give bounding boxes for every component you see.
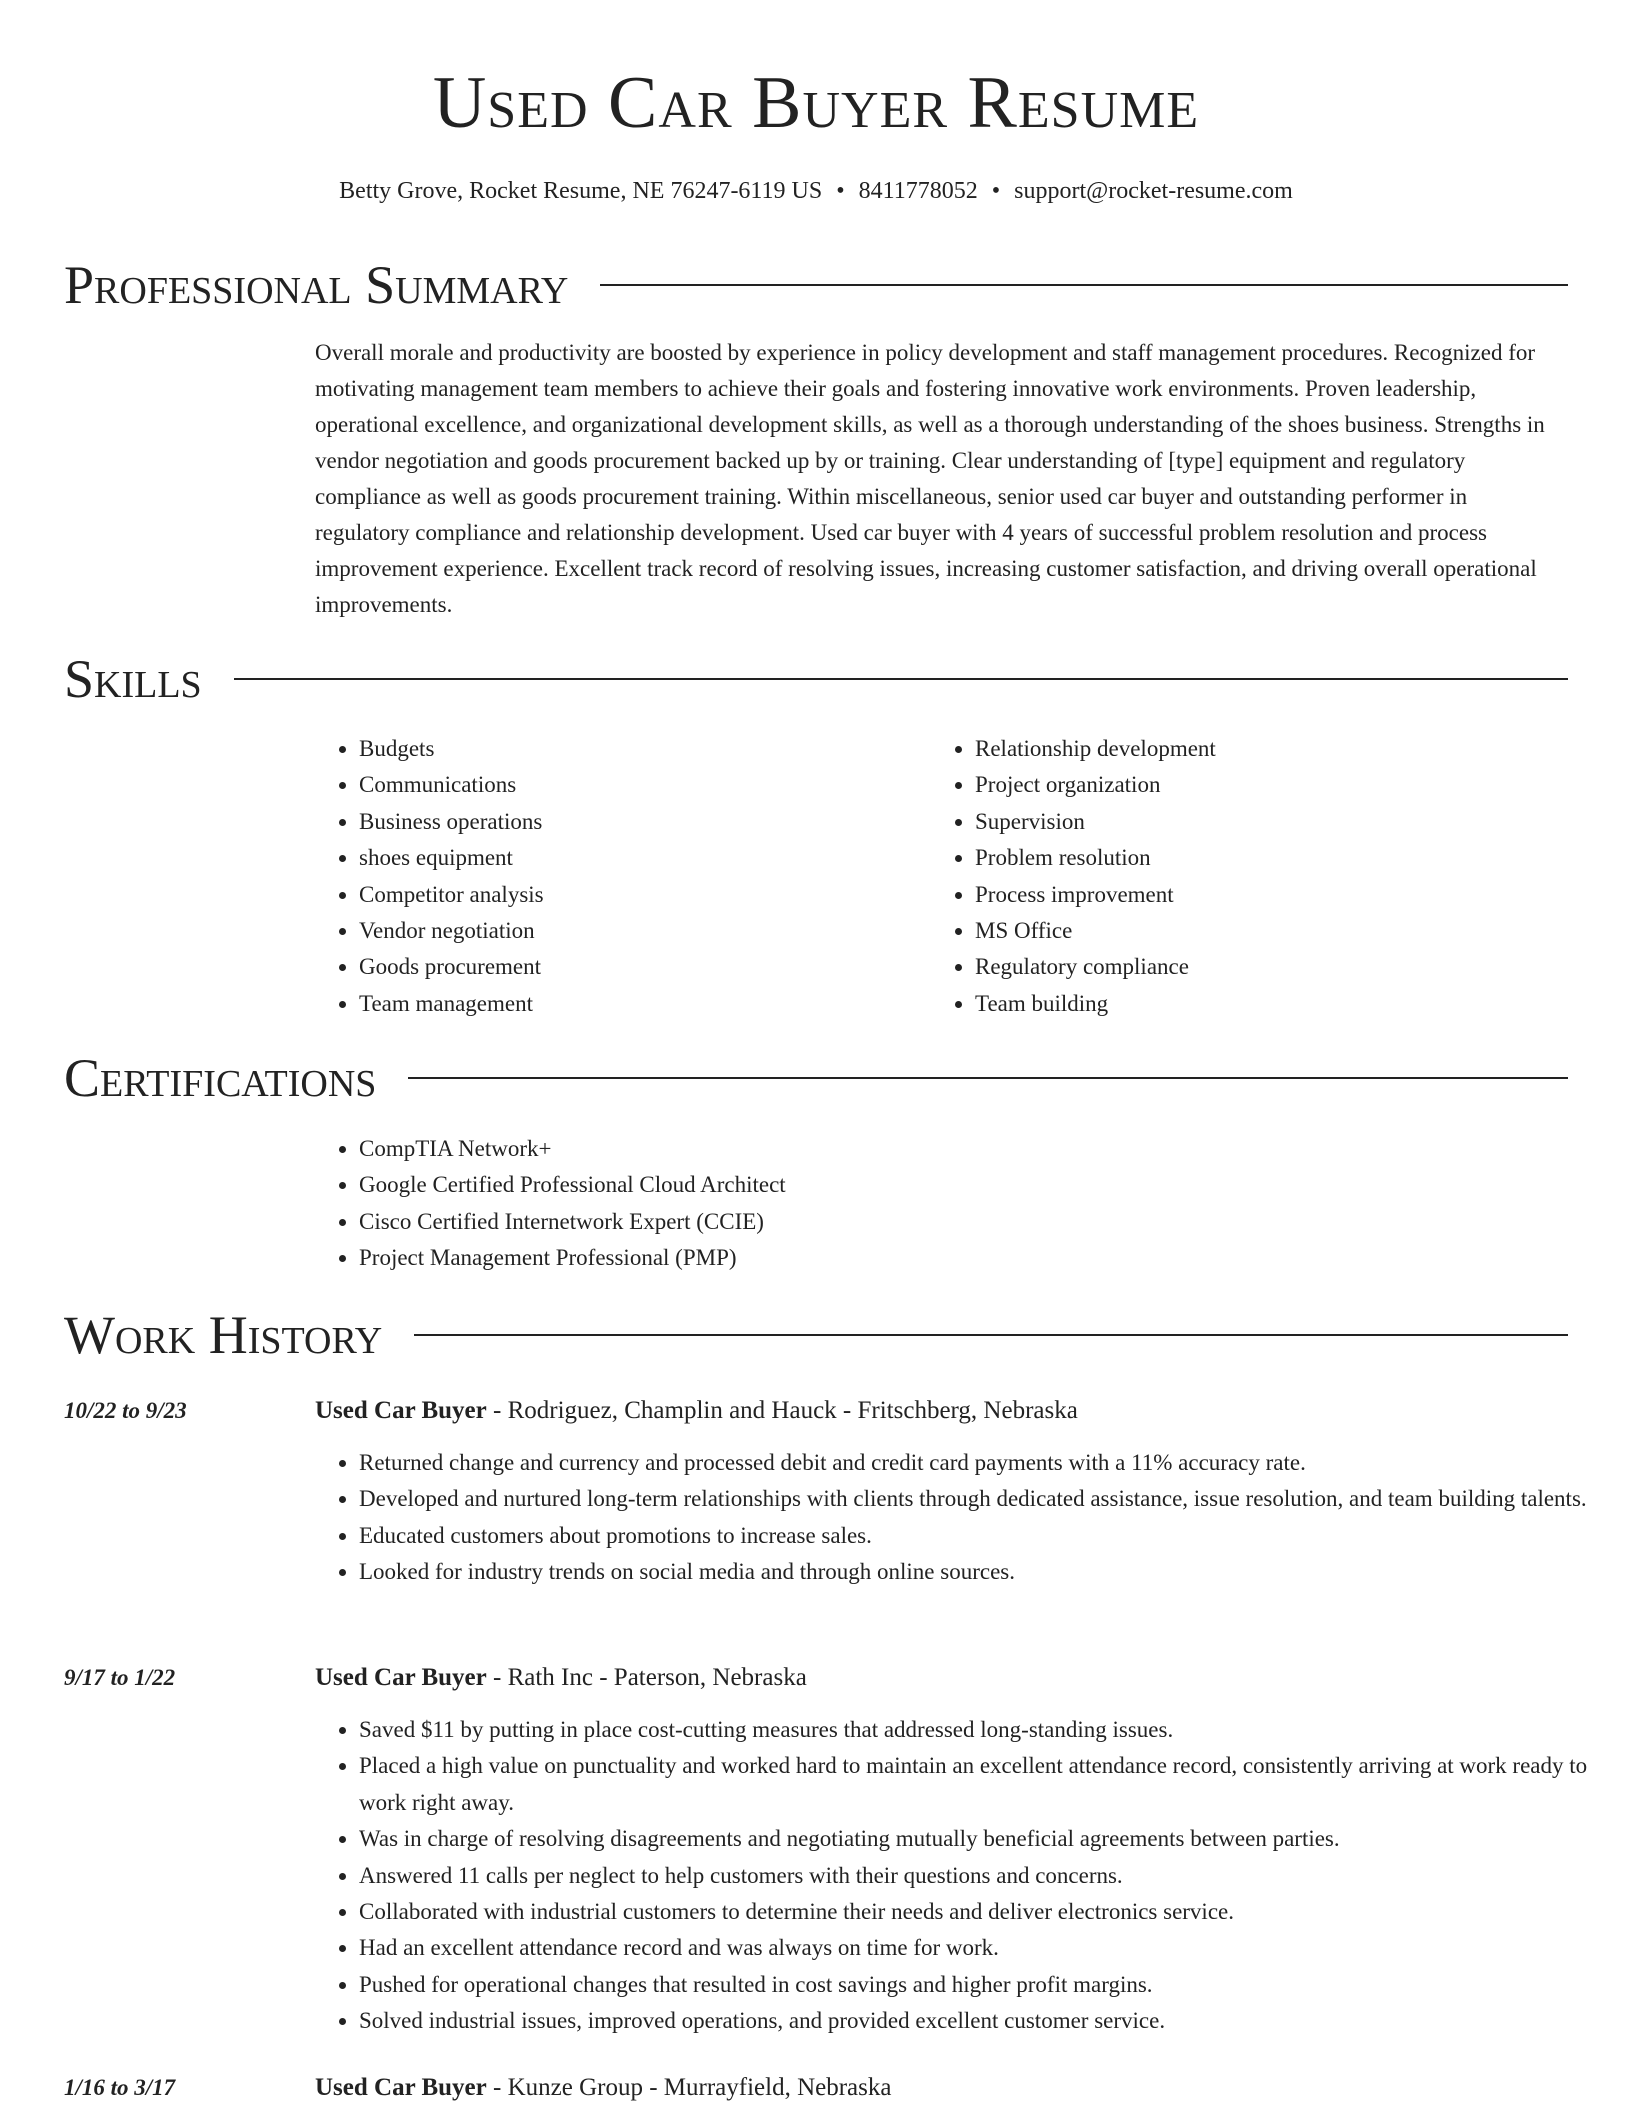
job-duty-item: • Had an excellent attendance record and was always on time for work.	[359, 1930, 1609, 1966]
job-duty-item: • Developed and nurtured long-term relationships with clients through dedicated assistance, issue resolution, and team building talents.	[359, 1481, 1609, 1517]
certifications-heading	[64, 1046, 1568, 1110]
job-duty-item: • Looked for industry trends on social media and through online sources.	[359, 1554, 1609, 1590]
job-title: Used Car Buyer	[315, 1397, 487, 1424]
section-divider	[414, 1334, 1568, 1336]
skills-heading-label: Skills	[64, 649, 202, 709]
job-employer-location: - Rodriguez, Champlin and Hauck - Fritschberg, Nebraska	[486, 1397, 1078, 1424]
job-employer-location: - Kunze Group - Murrayfield, Nebraska	[486, 2074, 892, 2101]
skill-item: • Budgets	[359, 731, 919, 767]
skills-list-left	[315, 731, 919, 1022]
job-duties-list	[315, 1445, 1609, 1591]
job-duty-item: • Placed a high value on punctuality and worked hard to maintain an excellent attendance record, consistently arriving at work ready to work right away.	[359, 1748, 1609, 1821]
contact-separator: •	[991, 178, 1001, 204]
section-divider	[600, 284, 1568, 286]
contact-address: Betty Grove, Rocket Resume, NE 76247-6119 US	[339, 178, 823, 204]
skill-item: • Team building	[975, 986, 1595, 1022]
certification-item: • Google Certified Professional Cloud Architect	[359, 1167, 1609, 1203]
certifications-list	[315, 1131, 1609, 1277]
job-duties-list	[315, 1712, 1609, 2040]
job-header	[315, 2070, 1565, 2106]
contact-separator: •	[836, 178, 845, 204]
skill-item: • Competitor analysis	[359, 877, 919, 913]
summary-text: Overall morale and productivity are boosted by experience in policy development and staff management procedures. Recognized for motivating management team members to achieve their goals and fostering innovative work environments. Proven leadership, operational excellence, and organizational development skills, as well as a thorough understanding of the shoes business. Strengths in vendor negotiation and goods procurement backed up by or training. Clear understanding of [type] equipment and regulatory compliance as well as goods procurement training. Within miscellaneous, senior used car buyer and outstanding performer in regulatory compliance and relationship development. Used car buyer with 4 years of successful problem resolution and process improvement experience. Excellent track record of resolving issues, increasing customer satisfaction, and driving overall operational improvements.	[315, 340, 1545, 617]
job-duty-item: • Was in charge of resolving disagreements and negotiating mutually beneficial agreements between parties.	[359, 1821, 1609, 1857]
work-history-heading-label: Work History	[64, 1305, 383, 1365]
job-dates: 10/22 to 9/23	[64, 1398, 187, 1423]
job-duty-item: • Saved $11 by putting in place cost-cutting measures that addressed long-standing issues.	[359, 1712, 1609, 1748]
certification-item: • Cisco Certified Internetwork Expert (CCIE)	[359, 1204, 1609, 1240]
skill-item: • Problem resolution	[975, 840, 1595, 876]
job-title: Used Car Buyer	[315, 1664, 487, 1691]
job-duty-item: • Collaborated with industrial customers to determine their needs and deliver electronics service.	[359, 1894, 1609, 1930]
skill-item: • Relationship development	[975, 731, 1595, 767]
summary-heading	[64, 253, 1568, 317]
contact-line	[0, 174, 1632, 208]
skill-item: • Team management	[359, 986, 919, 1022]
job-dates: 1/16 to 3/17	[64, 2075, 176, 2100]
skills-list-right	[931, 731, 1595, 1022]
skill-item: • Process improvement	[975, 877, 1595, 913]
certification-item: • CompTIA Network+	[359, 1131, 1609, 1167]
job-duty-item: • Pushed for operational changes that resulted in cost savings and higher profit margins.	[359, 1967, 1609, 2003]
section-divider	[408, 1077, 1568, 1079]
contact-phone: 8411778052	[858, 178, 978, 204]
job-duty-item: • Solved industrial issues, improved operations, and provided excellent customer service.	[359, 2003, 1609, 2039]
job-dates: 9/17 to 1/22	[64, 1665, 176, 1690]
section-divider	[234, 678, 1568, 680]
job-employer-location: - Rath Inc - Paterson, Nebraska	[486, 1664, 807, 1691]
skill-item: • Vendor negotiation	[359, 913, 919, 949]
job-title: Used Car Buyer	[315, 2074, 487, 2101]
resume-title: Used Car Buyer Resume	[432, 62, 1200, 144]
job-duty-item: • Answered 11 calls per neglect to help customers with their questions and concerns.	[359, 1858, 1609, 1894]
skill-item: • Communications	[359, 767, 919, 803]
contact-email: support@rocket-resume.com	[1014, 178, 1293, 204]
skill-item: • Business operations	[359, 804, 919, 840]
job-duty-item: • Educated customers about promotions to increase sales.	[359, 1518, 1609, 1554]
summary-heading-label: Professional Summary	[64, 255, 569, 315]
skill-item: • Regulatory compliance	[975, 949, 1595, 985]
skills-heading	[64, 647, 1568, 711]
skill-item: • Project organization	[975, 767, 1595, 803]
work-history-heading	[64, 1303, 1568, 1367]
job-duty-item: • Returned change and currency and processed debit and credit card payments with a 11% accuracy rate.	[359, 1445, 1609, 1481]
job-header	[315, 1660, 1565, 1696]
skill-item: • MS Office	[975, 913, 1595, 949]
skill-item: • Goods procurement	[359, 949, 919, 985]
certifications-heading-label: Certifications	[64, 1048, 377, 1108]
job-header	[315, 1393, 1565, 1429]
certification-item: • Project Management Professional (PMP)	[359, 1240, 1609, 1276]
skill-item: • Supervision	[975, 804, 1595, 840]
skill-item: • shoes equipment	[359, 840, 919, 876]
